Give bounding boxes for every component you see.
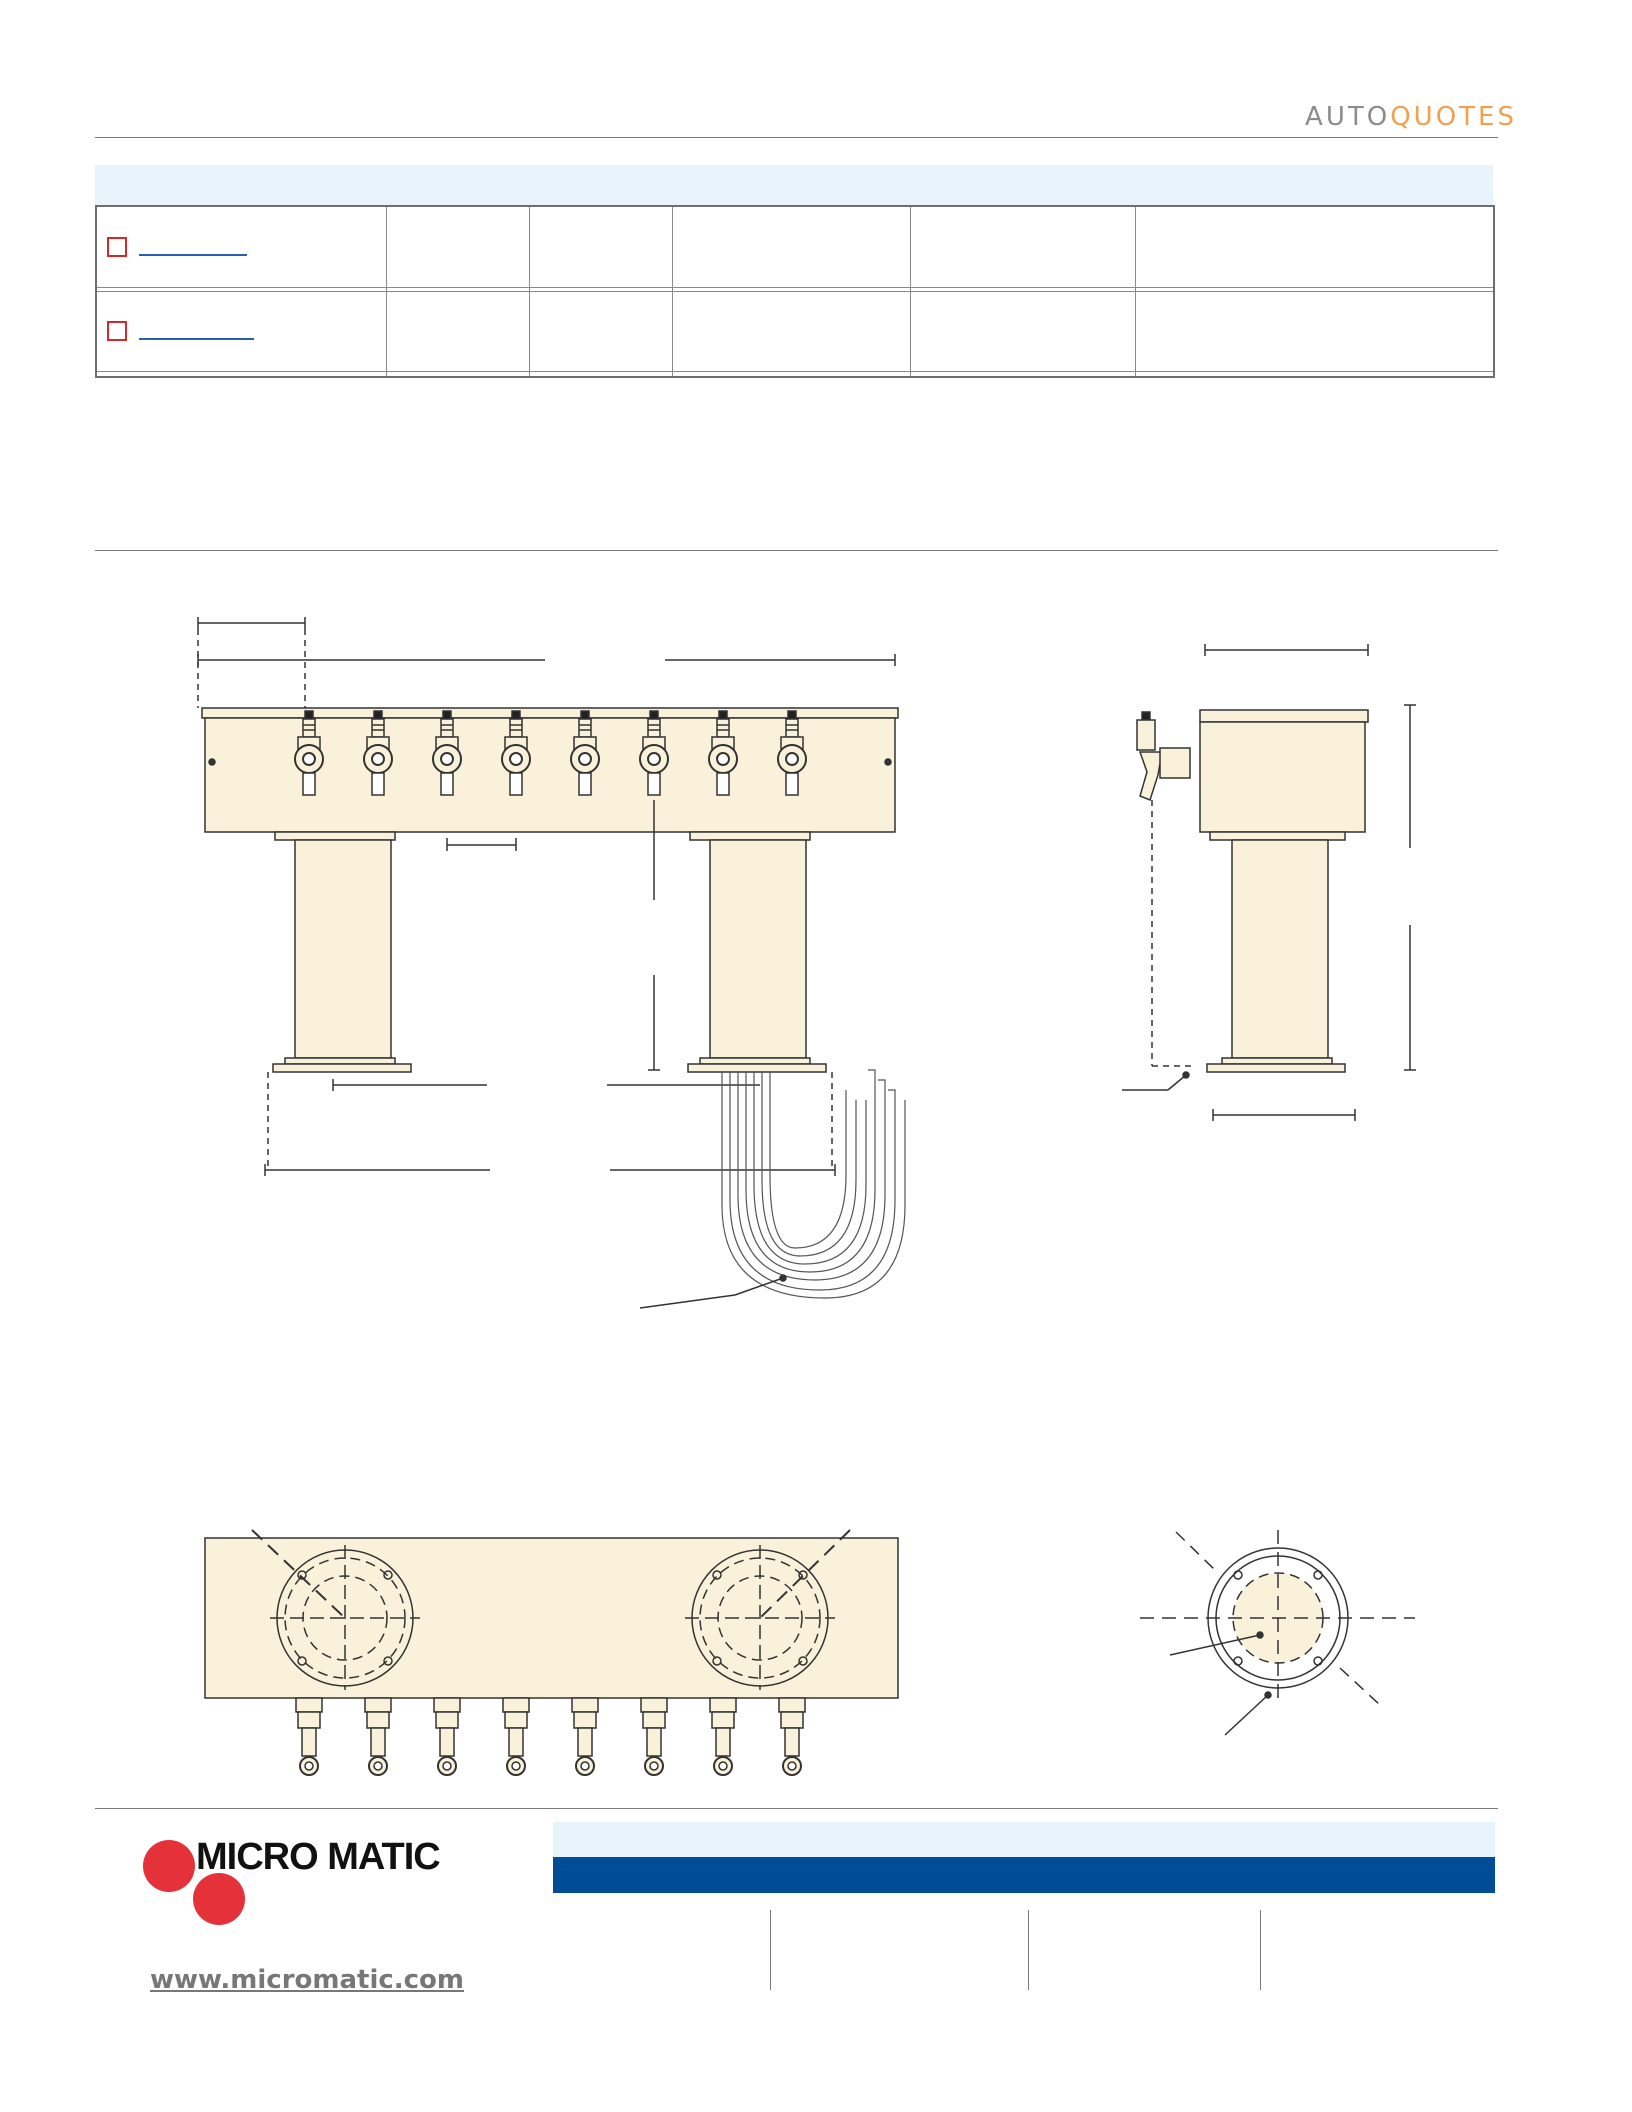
website-link[interactable]: www.micromatic.com bbox=[150, 1965, 465, 1995]
footer-divider bbox=[770, 1910, 771, 1990]
front-view bbox=[198, 617, 905, 1308]
top-view bbox=[205, 1530, 898, 1775]
footer-band-dark bbox=[553, 1857, 1495, 1893]
footer-divider bbox=[1260, 1910, 1261, 1990]
logo-circle-small bbox=[193, 1873, 245, 1925]
logo-circle-large bbox=[143, 1840, 195, 1892]
base-plan-view bbox=[1140, 1530, 1415, 1735]
micromatic-logo-text: MICRO MATIC bbox=[196, 1836, 440, 1878]
side-view bbox=[1122, 644, 1416, 1121]
footer-rule bbox=[95, 1808, 1498, 1809]
footer-band-light bbox=[553, 1822, 1495, 1857]
autoquotes-logo-quotes: QUOTES bbox=[1390, 102, 1517, 132]
footer-divider bbox=[1028, 1910, 1029, 1990]
autoquotes-logo-auto: AUTO bbox=[1305, 102, 1391, 132]
